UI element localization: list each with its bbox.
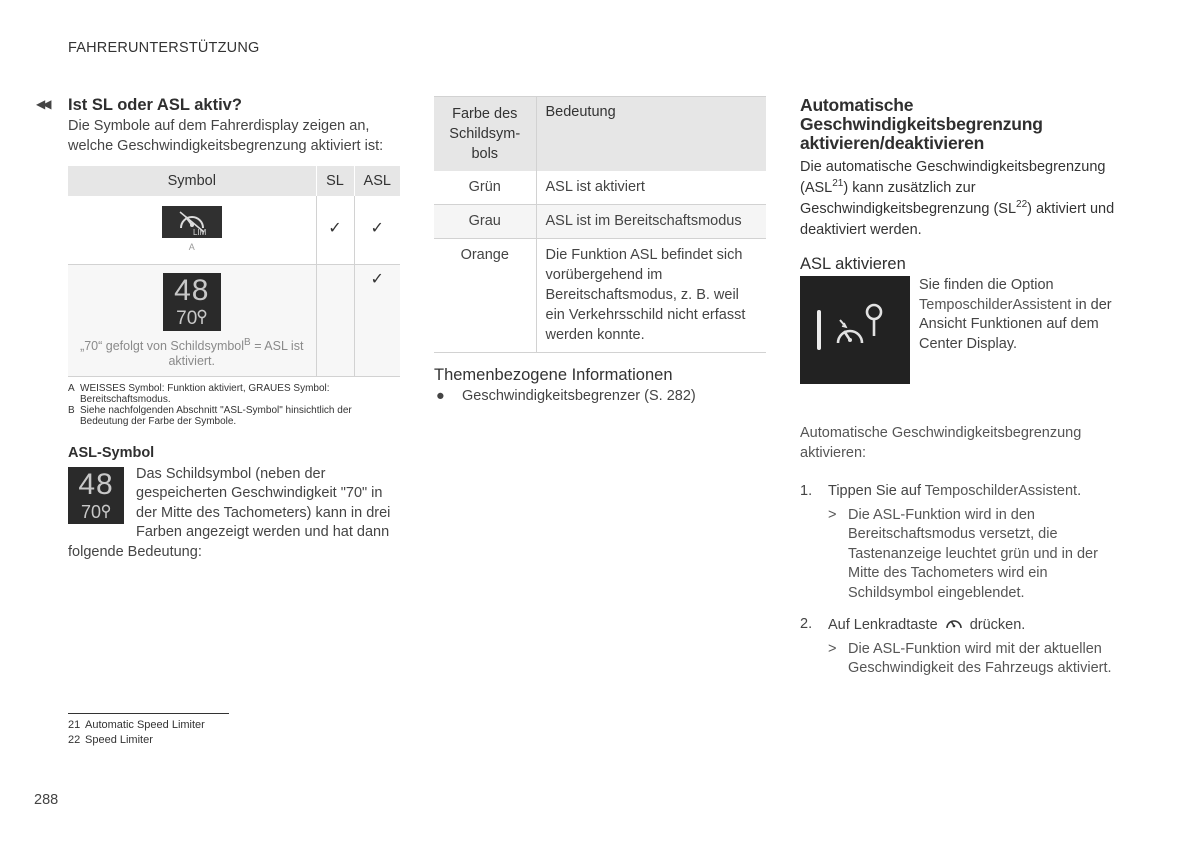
cell-color: Grau: [434, 205, 536, 239]
cell-color: Grün: [434, 171, 536, 205]
table-row: [434, 239, 766, 353]
footnote: 22 Speed Limiter: [68, 733, 153, 746]
table-row: [68, 196, 400, 264]
sign-caption: „70“ gefolgt von Schildsymbol$^B$ = ASL ist aktiviert.: [80, 336, 304, 368]
related-info-title: Themenbezogene Informationen: [434, 366, 673, 384]
th-asl: ASL: [354, 166, 400, 196]
cell-meaning: Die Funktion ASL befindet sich vorübergehend im Bereitschaftsmodus, z. B. weil ein Verkehrsschild nicht erfasst werden konnte.: [536, 239, 766, 353]
activate-instructions: Automatische Geschwindigkeitsbegrenzung aktivieren:: [800, 425, 1082, 461]
asl-sign-display: [68, 467, 124, 524]
cell-symbol: [68, 264, 316, 376]
section-intro: Die Symbole auf dem Fahrerdisplay zeigen an, welche Geschwindigkeitsbegrenzung aktiviert ist:: [68, 118, 384, 154]
check-icon: ✓: [370, 220, 384, 237]
lim-label: LIM: [192, 228, 207, 236]
asl-symbol-block: [68, 465, 400, 563]
table-notes: [68, 383, 400, 427]
option-block: [800, 276, 1132, 354]
footnote: 21 Automatic Speed Limiter: [68, 719, 205, 731]
column-3: [800, 96, 1132, 679]
related-link[interactable]: ● Geschwindigkeitsbegrenzer (S. 282): [436, 388, 696, 404]
th-color: Farbe des Schildsymbols: [434, 97, 536, 172]
limit-value: 70: [68, 502, 124, 523]
step-2-result: > Die ASL-Funktion wird mit der aktuellen Geschwindigkeit des Fahrzeugs aktiviert.: [828, 640, 1112, 676]
option-name: TemposchilderAssistent: [919, 296, 1072, 313]
symbol-note-a: A: [188, 242, 195, 252]
traffic-sign-assist-icon: [800, 276, 910, 384]
road-sign-icon: [101, 504, 111, 519]
cell-symbol: [68, 196, 316, 264]
table-row: [434, 171, 766, 205]
th-meaning: Bedeutung: [536, 97, 766, 172]
option-text: Sie finden die Option TemposchilderAssistent in der Ansicht Funktionen auf dem Center Display.: [919, 277, 1112, 352]
check-icon: [317, 265, 354, 269]
th-sl: SL: [316, 166, 354, 196]
check-icon: ✓: [370, 270, 384, 288]
step-1: 1. Tippen Sie auf TemposchilderAssistent.: [800, 483, 1082, 499]
column-2: [434, 96, 766, 404]
cell-meaning: ASL ist im Bereitschaftsmodus: [536, 205, 766, 239]
table-row: [68, 264, 400, 376]
asl-sign-display: [163, 273, 221, 331]
section-title-asl-activate: Automatische Geschwindigkeitsbegrenzung aktivieren/deaktivieren: [800, 95, 1043, 153]
footnotes: [68, 718, 205, 747]
table-row: [434, 205, 766, 239]
asl-symbol-text: Das Schildsymbol (neben der gespeicherten Geschwindigkeit "70" in der Mitte des Tachometers) kann in drei Farben angezeigt werden und hat dann folgende Bedeutung:: [68, 465, 391, 560]
page-number: 288: [34, 792, 59, 808]
road-sign-icon: [197, 309, 207, 325]
running-head: FAHRERUNTERSTÜTZUNG: [68, 40, 260, 56]
footnote-divider: [68, 713, 229, 714]
step-1-result: > Die ASL-Funktion wird in den Bereitschaftsmodus versetzt, die Tastenanzeige leuchtet grün und in der Mitte des Tachometers wird ein Schildsymbol eingeblendet.: [828, 506, 1098, 601]
cell-sl: [316, 196, 354, 264]
th-symbol: Symbol: [68, 166, 316, 196]
section-intro: Die automatische Geschwindigkeitsbegrenzung (ASL$^{21}$) kann zusätzlich zur Geschwindigkeitsbegrenzung (SL$^{22}$) aktiviert und deaktiviert werden.: [800, 159, 1115, 238]
table-note: B Siehe nachfolgenden Abschnitt "ASL-Symbol" hinsichtlich der Bedeutung der Farbe der Symbole.: [68, 404, 352, 427]
limit-value: 70: [163, 308, 221, 330]
symbol-table: [68, 166, 400, 377]
step-2: 2. Auf Lenkradtaste drücken.: [800, 616, 1026, 633]
speed-value: 48: [78, 467, 114, 501]
speed-value: 48: [174, 273, 210, 307]
cell-sl: [316, 264, 354, 376]
cell-asl: [354, 196, 400, 264]
asl-activate-title: ASL aktivieren: [800, 255, 906, 273]
column-1: [68, 96, 400, 562]
speedometer-button-icon: [942, 615, 966, 631]
asl-symbol-title: ASL-Symbol: [68, 444, 155, 461]
check-icon: ✓: [328, 220, 342, 237]
bullet-icon: ●: [436, 388, 445, 404]
speed-limiter-icon: [162, 206, 222, 238]
back-arrows-icon[interactable]: ◀◀: [36, 97, 49, 111]
cell-asl: [354, 264, 400, 376]
table-note: A WEISSES Symbol: Funktion aktiviert, GRAUES Symbol: Bereitschaftsmodus.: [68, 382, 330, 405]
cell-meaning: ASL ist aktiviert: [536, 171, 766, 205]
section-title-sl-asl: Ist SL oder ASL aktiv?: [68, 96, 242, 114]
cell-color: Orange: [434, 239, 536, 353]
color-table: [434, 96, 766, 353]
